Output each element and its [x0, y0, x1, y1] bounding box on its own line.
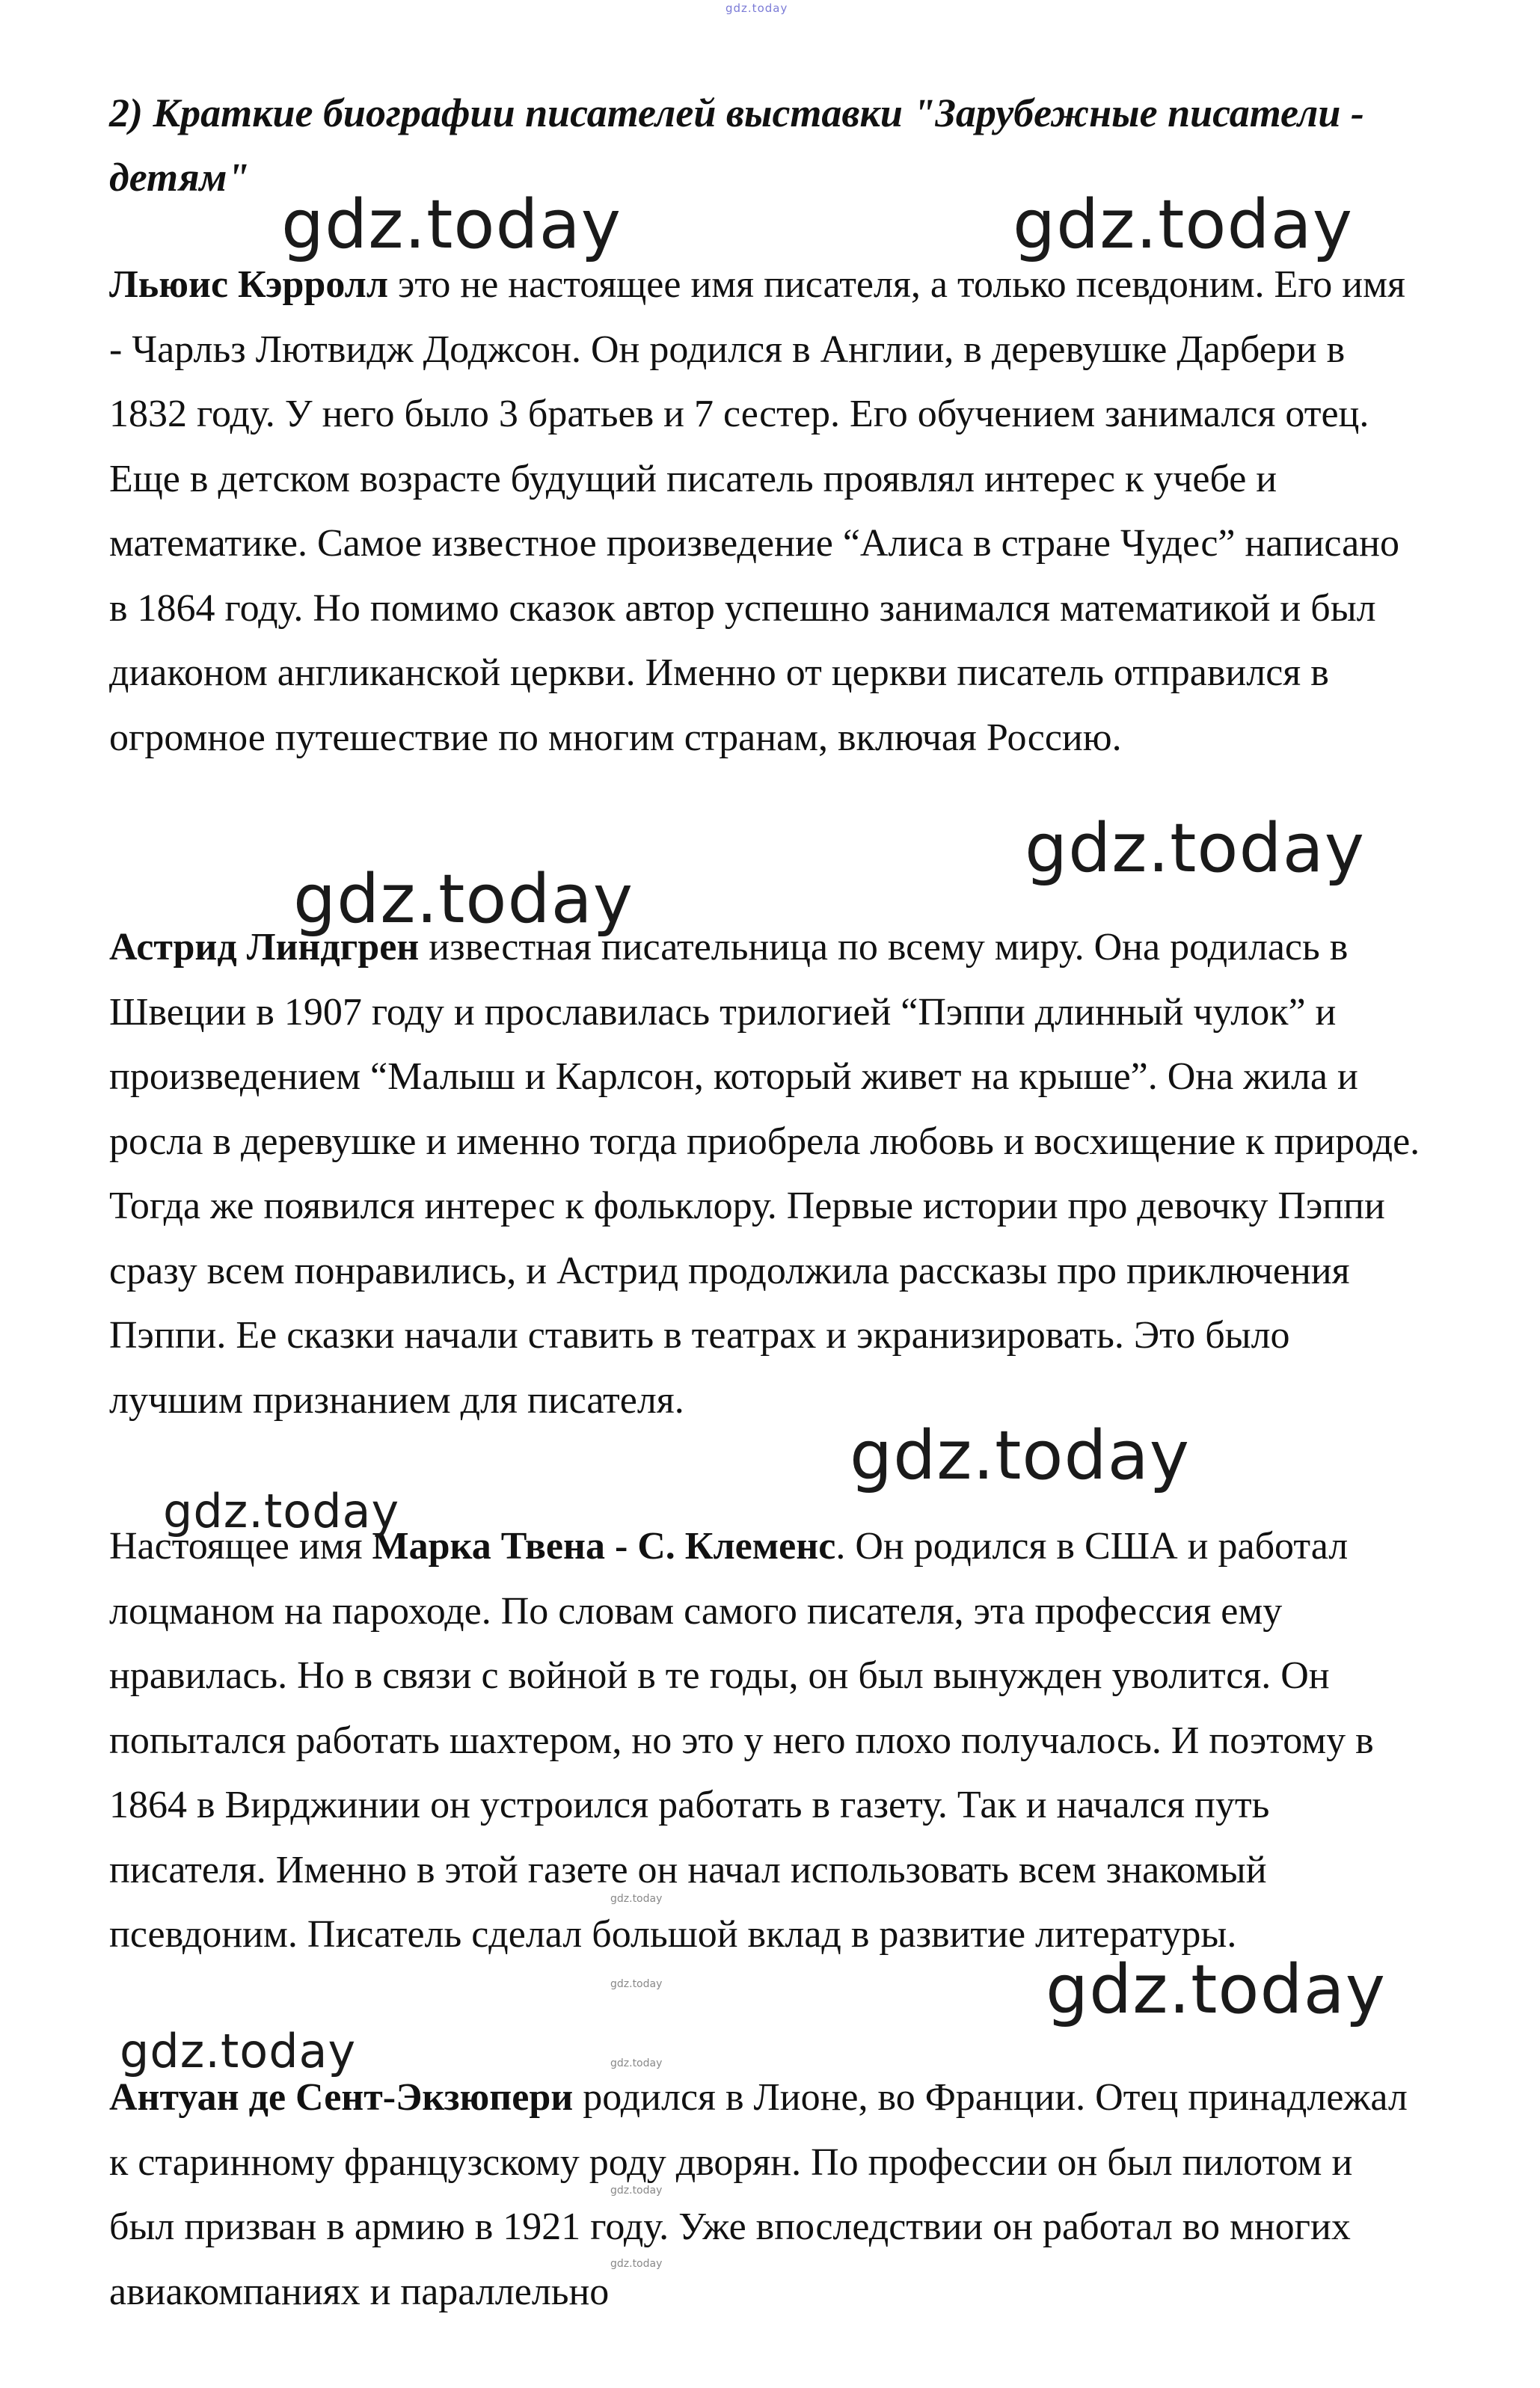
watermark: gdz.today: [163, 1484, 400, 1538]
bio-text: известная писательница по всему миру. Она родилась в Швеции в 1907 году и прославилась трилогией “Пэппи длинный чулок” и произведением “Малыш и Карлсон, который живет на крыше”. Она жила и росла в деревушке и именно тогда приобрела любовь и восхищение к природе. Тогда же появился интерес к фольклору. Первые истории про девочку Пэппи сразу всем понравились, и Астрид продолжила рассказы про приключения Пэппи. Ее сказки начали ставить в театрах и экранизировать. Это было лучшим признанием для писателя.: [109, 926, 1420, 1422]
watermark-top: gdz.today: [725, 1, 788, 15]
bio-twain: [109, 1514, 1426, 1968]
watermark: gdz.today: [281, 185, 622, 264]
watermark: gdz.today: [610, 2057, 663, 2069]
watermark: gdz.today: [610, 1978, 663, 1990]
watermark: gdz.today: [1013, 185, 1354, 264]
watermark: gdz.today: [850, 1416, 1191, 1495]
author-name: Льюис Кэрролл: [109, 263, 389, 306]
bio-text: . Он родился в США и работал лоцманом на пароходе. По словам самого писателя, эта профессия ему нравилась. Но в связи с войной в те годы, он был вынужден уволится. Он попытался работать шахтером, но это у него плохо получалось. И поэтому в 1864 в Вирджинии он устроился работать в газету. Так и начался путь писателя. Именно в этой газете он начал использовать всем знакомый псевдоним. Писатель сделал большой вклад в развитие литературы.: [109, 1525, 1374, 1956]
watermark: gdz.today: [610, 2185, 663, 2197]
watermark: gdz.today: [1046, 1950, 1387, 2029]
watermark: gdz.today: [293, 860, 634, 939]
watermark: gdz.today: [120, 2024, 357, 2078]
bio-exupery: [109, 2066, 1426, 2324]
bio-text: родился в Лионе, во Франции. Отец принадлежал к старинному французскому роду дворян. По профессии он был пилотом и был призван в армию в 1921 году. Уже впоследствии он работал во многих авиакомпаниях и параллельно: [109, 2076, 1408, 2313]
author-name: Астрид Линдгрен: [109, 926, 420, 969]
bio-lead: Настоящее имя: [109, 1525, 372, 1568]
author-name: Антуан де Сент-Экзюпери: [109, 2076, 574, 2119]
bio-text: это не настоящее имя писателя, а только псевдоним. Его имя - Чарльз Лютвидж Доджсон. Он родился в Англии, в деревушке Дарбери в 1832 году. У него было 3 братьев и 7 сестер. Его обучением занимался отец. Еще в детском возрасте будущий писатель проявлял интерес к учебе и математике. Самое известное произведение “Алиса в стране Чудес” написано в 1864 году. Но помимо сказок автор успешно занимался математикой и был диаконом англиканской церкви. Именно от церкви писатель отправился в огромное путешествие по многим странам, включая Россию.: [109, 263, 1405, 759]
watermark: gdz.today: [610, 1893, 663, 1905]
watermark: gdz.today: [1025, 809, 1366, 888]
page-heading: 2) Краткие биографии писателей выставки "Зарубежные писатели - детям": [109, 90, 1364, 200]
author-name: Марка Твена - С. Клеменс: [372, 1525, 836, 1568]
watermark: gdz.today: [610, 2258, 663, 2270]
bio-lindgren: [109, 915, 1426, 1433]
bio-carroll: [109, 253, 1426, 770]
